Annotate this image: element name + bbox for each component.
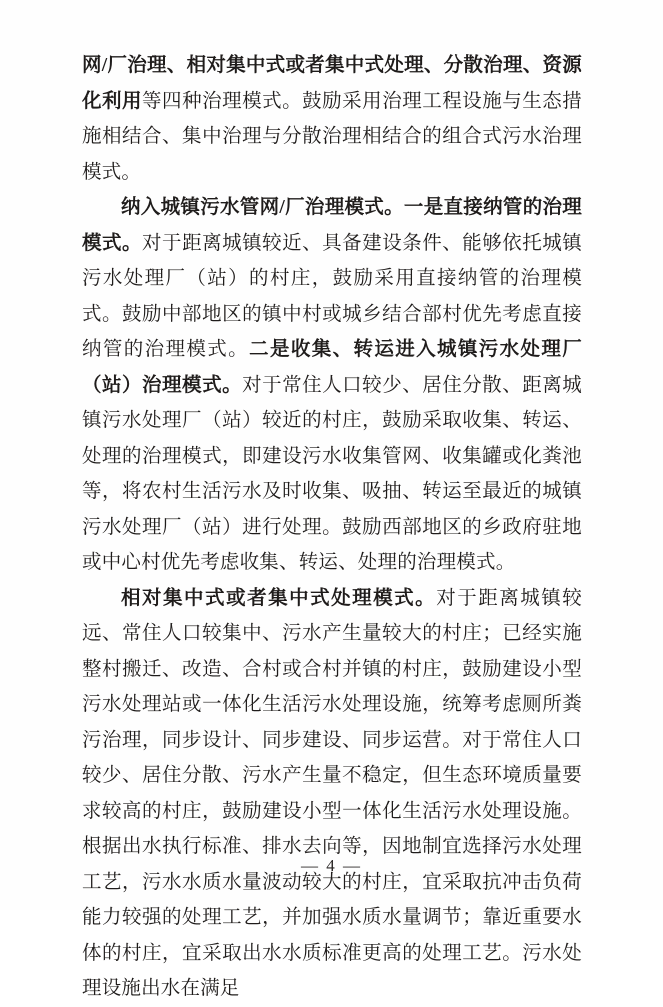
text-run: 等四种治理模式。鼓励采用治理工程设施与生态措施相结合、集中治理与分散治理相结合的组合式污水治理模式。 (82, 90, 582, 183)
text-run: 对于距离城镇较远、常住人口较集中、污水产生量较大的村庄；已经实施整村搬迁、改造、合村或合村并镇的村庄，鼓励建设小型污水处理站或一体化生活污水处理设施，统筹考虑厕所粪污治理，同步设计、同步建设、同步运营。对于常住人口较少、居住分散、污水产生量不稳定，但生态环境质量要求较高的村庄，鼓励建设小型一体化生活污水处理设施。根据出水执行标准、排水去向等，因地制宜选择污水处理工艺，污水水质水量波动较大的村庄，宜采取抗冲击负荷能力较强的处理工艺，并加强水质水量调节；靠近重要水体的村庄，宜采取出水水质标准更高的处理工艺。污水处理设施出水在满足 (82, 587, 582, 999)
emphasis-run: 网/厂治理、相对集中式或者集中式处理、分散治理、资源化利用 (82, 55, 582, 112)
emphasis-run: 纳入城镇污水管网/厂治理模式。一是直接纳管的治理模式。 (82, 197, 582, 254)
text-run: 对于常住人口较少、居住分散、距离城镇污水处理厂（站）较近的村庄，鼓励采取收集、转运、处理的治理模式，即建设污水收集管网、收集罐或化粪池等，将农村生活污水及时收集、吸抽、转运至最近的城镇污水处理厂（站）进行处理。鼓励西部地区的乡政府驻地或中心村优先考虑收集、转运、处理的治理模式。 (82, 374, 582, 573)
emphasis-run: 相对集中式或者集中式处理模式。 (121, 587, 437, 609)
paragraph (82, 581, 582, 1007)
page-number: — 4 — (301, 856, 362, 875)
paragraph (82, 48, 582, 190)
paragraph (82, 190, 582, 581)
text-run: 对于距离城镇较近、具备建设条件、能够依托城镇污水处理厂（站）的村庄，鼓励采用直接纳管的治理模式。鼓励中部地区的镇中村或城乡结合部村优先考虑直接纳管的治理模式。 (82, 232, 582, 360)
emphasis-run: 二是收集、转运进入城镇污水处理厂（站）治理模式。 (82, 339, 582, 396)
